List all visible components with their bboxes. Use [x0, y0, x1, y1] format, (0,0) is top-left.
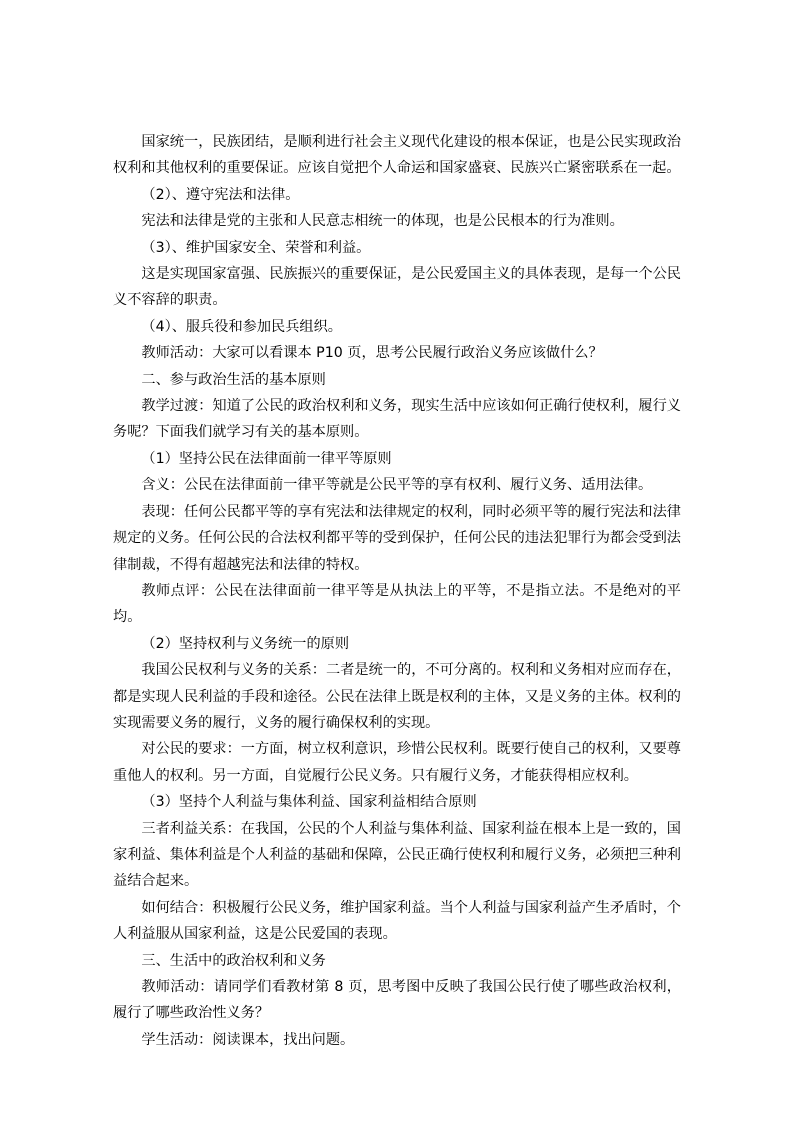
paragraph: 如何结合：积极履行公民义务，维护国家利益。当个人利益与国家利益产生矛盾时，个人利益服从国家利益，这是公民爱国的表现。: [113, 899, 681, 943]
paragraph: 这是实现国家富强、民族振兴的重要保证，是公民爱国主义的具体表现，是每一个公民义不容辞的职责。: [113, 266, 681, 309]
subsection-heading: （2）坚持权利与义务统一的原则: [141, 635, 350, 652]
paragraph: （4）、服兵役和参加民兵组织。: [141, 318, 342, 335]
paragraph: 国家统一，民族团结，是顺利进行社会主义现代化建设的根本保证，也是公民实现政治权利和其他权利的重要保证。应该自觉把个人命运和国家盛衰、民族兴亡紧密联系在一起。: [113, 134, 681, 177]
document-body: [113, 129, 681, 1053]
paragraph: 三者利益关系：在我国，公民的个人利益与集体利益、国家利益在根本上是一致的，国家利益、集体利益是个人利益的基础和保障，公民正确行使权利和履行义务，必须把三种利益结合起来。: [113, 820, 681, 890]
paragraph: 教师点评：公民在法律面前一律平等是从执法上的平等，不是指立法。不是绝对的平均。: [113, 582, 681, 626]
paragraph: 表现：任何公民都平等的享有宪法和法律规定的权利，同时必须平等的履行宪法和法律规定的义务。任何公民的合法权利都平等的受到保护，任何公民的违法犯罪行为都会受到法律制裁，不得有超越宪法和法律的特权。: [113, 503, 681, 573]
paragraph: 教师活动：大家可以看课本 P10 页，思考公民履行政治义务应该做什么？: [141, 345, 603, 362]
paragraph: 教学过渡：知道了公民的政治权利和义务，现实生活中应该如何正确行使权利，履行义务呢？下面我们就学习有关的基本原则。: [113, 398, 681, 441]
paragraph: 学生活动：阅读课本，找出问题。: [141, 1031, 355, 1048]
paragraph: 宪法和法律是党的主张和人民意志相统一的体现，也是公民根本的行为准则。: [141, 213, 624, 230]
paragraph: （3）、维护国家安全、荣誉和利益。: [141, 239, 371, 256]
section-heading: 三、生活中的政治权利和义务: [141, 952, 326, 969]
subsection-heading: （3）坚持个人利益与集体利益、国家利益相结合原则: [141, 794, 477, 811]
subsection-heading: （1）坚持公民在法律面前一律平等原则: [141, 450, 392, 467]
paragraph: 我国公民权利与义务的关系：二者是统一的，不可分离的。权利和义务相对应而存在，都是实现人民利益的手段和途径。公民在法律上既是权利的主体，又是义务的主体。权利的实现需要义务的履行，义务的履行确保权利的实现。: [113, 662, 681, 731]
paragraph: 含义：公民在法律面前一律平等就是公民平等的享有权利、履行义务、适用法律。: [141, 477, 653, 494]
section-heading: 二、参与政治生活的基本原则: [141, 371, 326, 388]
paragraph: 对公民的要求：一方面，树立权利意识，珍惜公民权利。既要行使自己的权利，又要尊重他人的权利。另一方面，自觉履行公民义务。只有履行义务，才能获得相应权利。: [113, 741, 681, 784]
paragraph: （2）、遵守宪法和法律。: [141, 186, 300, 203]
paragraph: 教师活动：请同学们看教材第 8 页，思考图中反映了我国公民行使了哪些政治权利，履行了哪些政治性义务？: [113, 979, 681, 1022]
